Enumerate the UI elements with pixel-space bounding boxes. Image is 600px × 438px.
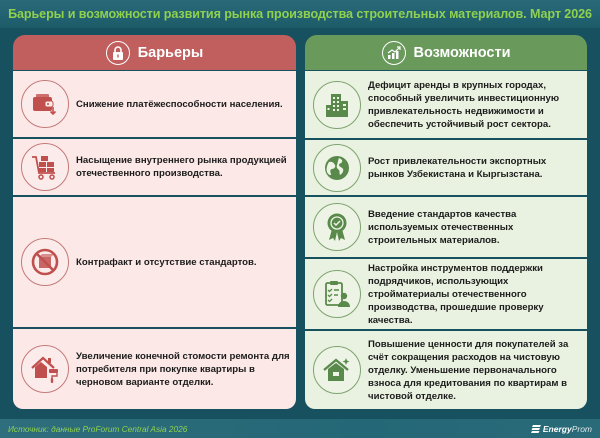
brand-name-bold: Energy [542,423,572,434]
opportunity-item [305,71,587,138]
opportunity-item [305,140,587,195]
globe-icon [313,144,361,192]
opportunity-item [305,331,587,409]
opportunity-text: Рост привлекательности экспортных рынков Узбекистана и Кыргызстана. [368,155,547,180]
opportunity-text: Дефицит аренды в крупных городах, способный увеличить инвестиционную привлекательность недвижимости и обеспечить устойчивый рост сектора. [368,79,560,130]
quality-badge-icon [313,203,361,251]
barriers-panel [13,35,296,409]
barrier-text: Увеличение конечной стомости ремонта для потребителя при покупке квартиры в черновом варианте отделки. [76,350,290,388]
opportunities-header [305,35,587,70]
opportunity-item [305,197,587,257]
barrier-text: Снижение платёжеспособности населения. [76,98,283,110]
house-paint-roller-icon [21,345,69,393]
barrier-item [13,139,296,195]
barrier-item [13,197,296,327]
brand-name-light: Prom [571,423,592,434]
opportunity-text: Настройка инструментов поддержки подрядчиков, использующих стройматериалы отечественного производства, прошедшие проверку качества. [368,262,544,326]
cart-boxes-icon [21,143,69,191]
growth-chart-icon [382,41,406,65]
brand-logo [531,424,592,434]
house-sparkle-icon [313,346,361,394]
opportunities-panel [305,35,587,409]
barriers-title: Барьеры [137,44,204,61]
footer [0,419,600,438]
wallet-down-icon [21,80,69,128]
opportunity-text: Повышение ценности для покупателей за счёт сокращения расходов на чистовую отделку. Уменьшение первоначального взноса для кредитования по квартирам в чистовой отделке. [368,338,569,402]
page-title: Барьеры и возможности развития рынка производства строительных материалов. Март 2026 [8,7,592,21]
buildings-icon [313,81,361,129]
energyprom-logo-icon [531,424,541,434]
no-box-icon [21,238,69,286]
barrier-text: Насыщение внутреннего рынка продукцией отечественного производства. [76,155,287,179]
barrier-item [13,329,296,409]
barrier-text: Контрафакт и отсутствие стандартов. [76,256,257,268]
title-bar [0,0,600,28]
lock-icon [106,41,130,65]
opportunity-item [305,259,587,329]
barrier-item [13,71,296,137]
source-note: Источник: данные ProForum Central Asia 2026 [8,423,188,434]
barriers-header [13,35,296,70]
opportunities-title: Возможности [413,44,511,61]
opportunity-text: Введение стандартов качества используемых отечественных строительных материалов. [368,208,517,246]
checklist-person-icon [313,270,361,318]
